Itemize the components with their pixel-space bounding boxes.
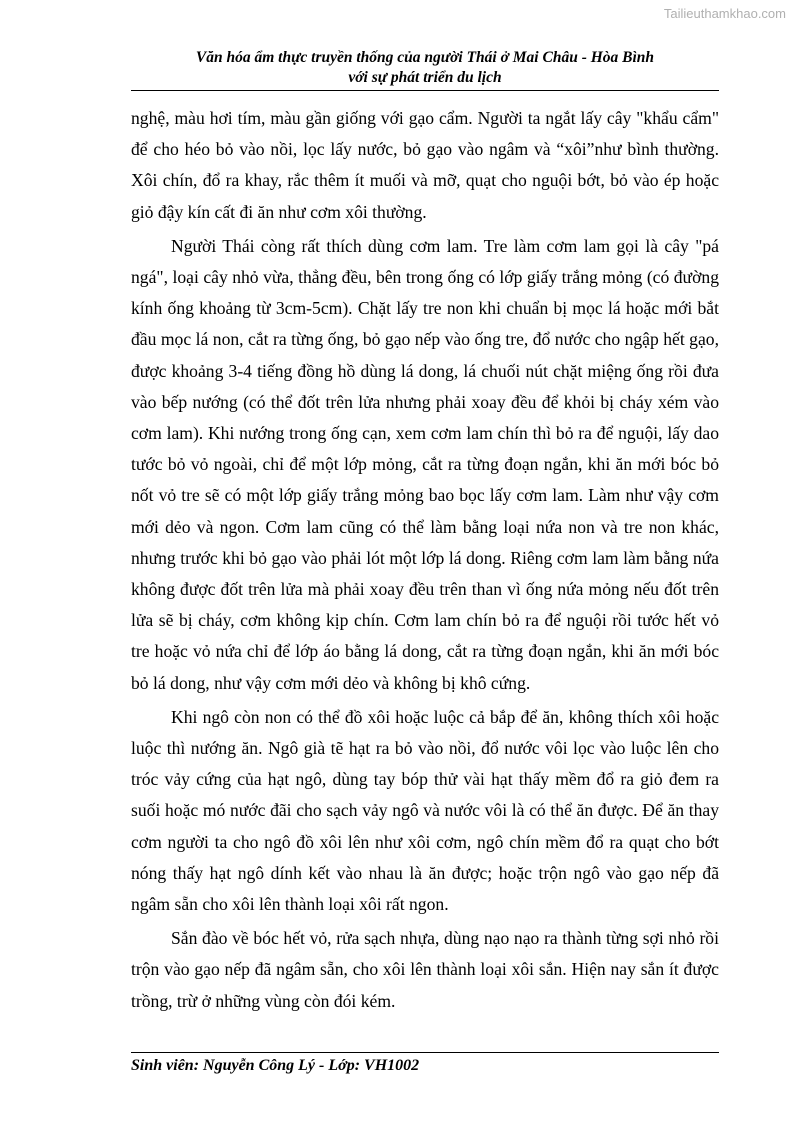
page-footer: Sinh viên: Nguyễn Công Lý - Lớp: VH1002 xyxy=(131,1057,420,1074)
paragraph-ngo: Khi ngô còn non có thể đồ xôi hoặc luộc cả bắp để ăn, không thích xôi hoặc luộc thì nướng ăn. Ngô già tẽ hạt ra bỏ vào nồi, đổ nước vôi lọc vào luộc lên cho tróc vảy cứng của hạt ngô, dùng tay bóp thử vài hạt thấy mềm đổ ra giỏ đem ra suối hoặc mó nước đãi cho sạch vảy ngô và nước vôi là có thể ăn được. Để ăn thay cơm người ta cho ngô đồ xôi lên như xôi cơm, ngô chín mềm đổ ra quạt cho bớt nóng thấy hạt ngô dính kết vào nhau là ăn được; hoặc trộn ngô vào gạo nếp đã ngâm sẵn cho xôi lên thành loại xôi rất ngon. xyxy=(131,706,719,915)
page-header xyxy=(131,48,719,88)
footer-divider xyxy=(131,1052,719,1053)
header-title-line-1: Văn hóa ẩm thực truyền thống của người Thái ở Mai Châu - Hòa Bình xyxy=(195,49,655,66)
paragraph-com-lam: Người Thái còng rất thích dùng cơm lam. Tre làm cơm lam gọi là cây "pá ngá", loại cây nhỏ vừa, thẳng đều, bên trong ống có lớp giấy trắng mỏng (có đường kính ống khoảng từ 3cm-5cm). Chặt lấy tre non khi chuẩn bị mọc lá hoặc mới bắt đầu mọc lá non, cắt ra từng ống, bỏ gạo nếp vào ống tre, đổ nước cho ngập hết gạo, được khoảng 3-4 tiếng đồng hồ dùng lá dong, lá chuối nút chặt miệng ống rồi đưa vào bếp nướng (có thể đốt trên lửa nhưng phải xoay đều để khỏi bị cháy xém vào cơm lam). Khi nướng trong ống cạn, xem cơm lam chín thì bỏ ra để nguội, lấy dao tước bỏ vỏ ngoài, chỉ để một lớp mỏng, cắt ra từng đoạn ngắn, khi ăn mới bóc bỏ nốt vỏ tre sẽ có một lớp giấy trắng mỏng bao bọc lấy cơm lam. Làm như vậy cơm mới dẻo và ngon. Cơm lam cũng có thể làm bằng loại nứa non và tre non khác, nhưng trước khi bỏ gạo vào phải lót một lớp lá dong. Riêng cơm lam làm bằng nứa không được đốt trên lửa mà phải xoay đều trên than vì ống nứa mỏng nếu đốt trên lửa sẽ bị cháy, cơm không kịp chín. Cơm lam chín bỏ ra để nguội rồi tước hết vỏ tre hoặc vỏ nứa chỉ để lớp áo bằng lá dong, cắt ra từng đoạn ngắn, khi ăn mới bóc bỏ lá dong, như vậy cơm mới dẻo và không bị khô cứng. xyxy=(131,235,719,693)
header-title-line-2: với sự phát triển du lịch xyxy=(348,69,502,86)
paragraph-continuation: nghệ, màu hơi tím, màu gần giống với gạo cẩm. Người ta ngắt lấy cây "khẩu cẩm" để cho héo bỏ vào nồi, lọc lấy nước, bỏ gạo vào ngâm và “xôi”như bình thường. Xôi chín, đổ ra khay, rắc thêm ít muối và mỡ, quạt cho nguội bớt, bỏ vào ép hoặc giỏ đậy kín cất đi ăn như cơm xôi thường. xyxy=(131,108,719,222)
document-body xyxy=(131,103,719,1020)
paragraph-san: Sắn đào về bóc hết vỏ, rửa sạch nhựa, dùng nạo nạo ra thành từng sợi nhỏ rồi trộn vào gạo nếp đã ngâm sẵn, cho xôi lên thành loại xôi sắn. Hiện nay sắn ít được trồng, trừ ở những vùng còn đói kém. xyxy=(131,928,719,1011)
header-divider xyxy=(131,90,719,91)
watermark: Tailieuthamkhao.com xyxy=(663,6,786,21)
